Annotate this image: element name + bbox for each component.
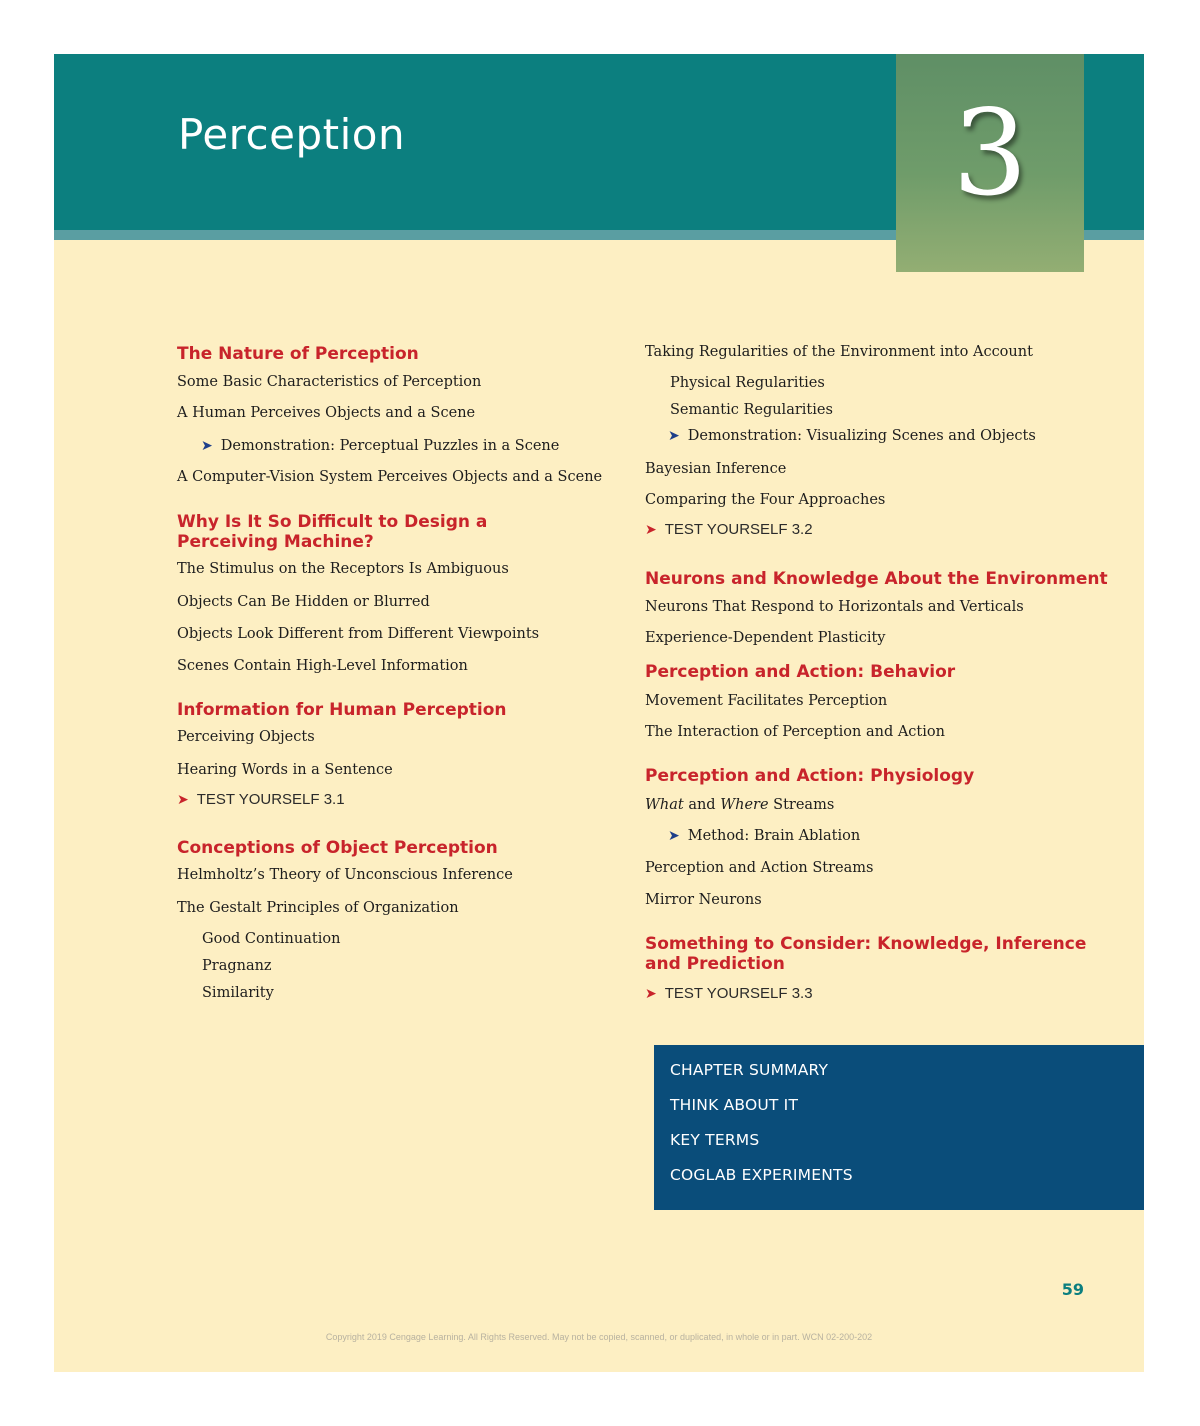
test-yourself-label: TEST YOURSELF 3.2 (664, 521, 813, 538)
toc-item: Helmholtz’s Theory of Unconscious Inference (177, 867, 513, 883)
summary-item-think-about-it: THINK ABOUT IT (670, 1096, 799, 1114)
toc-subitem: Good Continuation (202, 931, 341, 947)
toc-item: Perception and Action Streams (645, 860, 874, 876)
chapter-number: 3 (952, 84, 1028, 222)
toc-item: Taking Regularities of the Environment into Account (645, 344, 1033, 360)
toc-item: The Interaction of Perception and Action (645, 724, 945, 740)
chapter-title: Perception (178, 110, 406, 159)
toc-subitem: Pragnanz (202, 958, 272, 974)
toc-item: A Human Perceives Objects and a Scene (177, 405, 476, 421)
toc-item: Mirror Neurons (645, 892, 762, 908)
toc-item (645, 796, 834, 814)
test-yourself-item (645, 985, 813, 1003)
toc-item-text: Streams (768, 797, 835, 813)
chapter-summary-box (654, 1045, 1144, 1210)
toc-item-label: Method: Brain Ablation (687, 828, 861, 844)
toc-item: Hearing Words in a Sentence (177, 762, 393, 778)
section-heading: Perception and Action: Behavior (645, 662, 956, 682)
section-heading-cont: Perceiving Machine? (177, 532, 374, 552)
arrow-icon: ➤ (668, 828, 680, 844)
section-heading-cont: and Prediction (645, 954, 785, 974)
toc-item: Perceiving Objects (177, 729, 315, 745)
toc-item: A Computer-Vision System Perceives Objects and a Scene (177, 469, 603, 485)
section-heading: Conceptions of Object Perception (177, 838, 498, 858)
toc-item: The Stimulus on the Receptors Is Ambiguous (177, 561, 509, 577)
toc-item-italic: Where (720, 797, 769, 813)
toc-item: Experience-Dependent Plasticity (645, 630, 886, 646)
toc-item-method (668, 827, 860, 845)
book-page (54, 54, 1144, 1372)
toc-item: Objects Can Be Hidden or Blurred (177, 594, 430, 610)
summary-item-chapter-summary: CHAPTER SUMMARY (670, 1061, 829, 1079)
toc-item: Neurons That Respond to Horizontals and Verticals (645, 599, 1024, 615)
toc-subitem: Semantic Regularities (670, 402, 833, 418)
toc-item: The Gestalt Principles of Organization (177, 900, 459, 916)
toc-subitem: Physical Regularities (670, 375, 825, 391)
page-number: 59 (1061, 1280, 1084, 1299)
section-heading: Information for Human Perception (177, 700, 507, 720)
test-yourself-label: TEST YOURSELF 3.3 (664, 985, 813, 1002)
arrow-icon: ➤ (645, 986, 657, 1002)
toc-item-demonstration (668, 427, 1036, 445)
toc-item: Objects Look Different from Different Viewpoints (177, 626, 540, 642)
summary-item-key-terms: KEY TERMS (670, 1131, 760, 1149)
section-heading: Perception and Action: Physiology (645, 766, 975, 786)
toc-item-italic: What (645, 797, 684, 813)
section-heading: Something to Consider: Knowledge, Inference (645, 934, 1087, 954)
copyright-notice: Copyright 2019 Cengage Learning. All Rights Reserved. May not be copied, scanned, or duplicated, in whole or in part. WCN 02-200-202 (325, 1332, 873, 1342)
toc-item-text: and (683, 797, 721, 813)
arrow-icon: ➤ (668, 428, 680, 444)
toc-item: Some Basic Characteristics of Perception (177, 374, 482, 390)
arrow-icon: ➤ (645, 522, 657, 538)
toc-item: Comparing the Four Approaches (645, 492, 886, 508)
section-heading: The Nature of Perception (177, 344, 419, 364)
test-yourself-item (177, 791, 345, 809)
toc-item-label: Demonstration: Visualizing Scenes and Objects (687, 428, 1036, 444)
toc-item-label: Demonstration: Perceptual Puzzles in a Scene (220, 438, 560, 454)
test-yourself-label: TEST YOURSELF 3.1 (196, 791, 345, 808)
test-yourself-item (645, 521, 813, 539)
toc-item-demonstration (201, 437, 559, 455)
toc-item: Movement Facilitates Perception (645, 693, 888, 709)
arrow-icon: ➤ (201, 438, 213, 454)
toc-item: Bayesian Inference (645, 461, 787, 477)
chapter-number-box (896, 54, 1084, 272)
section-heading: Why Is It So Difficult to Design a (177, 512, 488, 532)
summary-item-coglab-experiments: COGLAB EXPERIMENTS (670, 1166, 853, 1184)
section-heading: Neurons and Knowledge About the Environment (645, 569, 1108, 589)
toc-subitem: Similarity (202, 985, 274, 1001)
arrow-icon: ➤ (177, 792, 189, 808)
toc-item: Scenes Contain High-Level Information (177, 658, 468, 674)
